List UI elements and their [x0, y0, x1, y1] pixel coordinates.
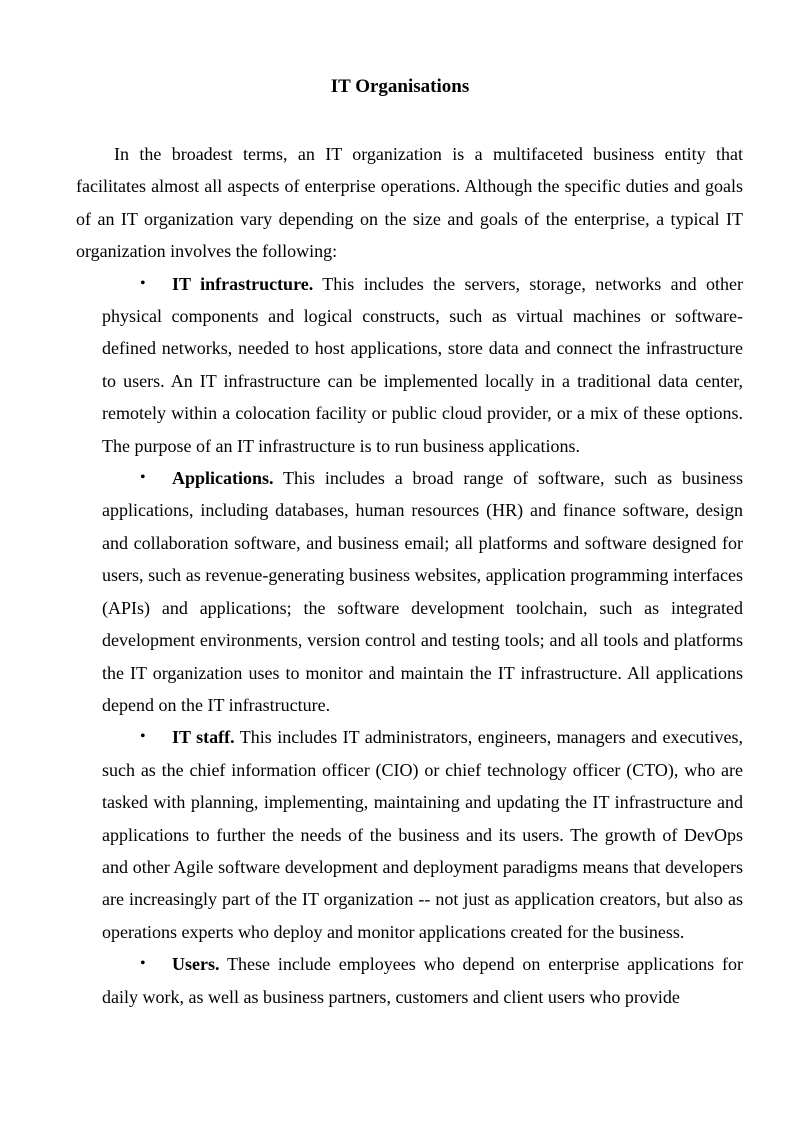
list-item-term: Applications.: [172, 468, 274, 489]
list-item: [102, 462, 743, 721]
bullet-icon: •: [140, 955, 146, 973]
list-item: [102, 268, 743, 462]
list-item: [102, 948, 743, 1013]
intro-paragraph: In the broadest terms, an IT organization is a multifaceted business entity that facilitates almost all aspects of enterprise operations. Although the specific duties and goals of an IT organization vary depending on the size and goals of the enterprise, a typical IT organization involves the following:: [76, 144, 743, 262]
list-item-text: These include employees who depend on enterprise applications for daily work, as well as business partners, customers and client users who provide: [102, 954, 743, 1007]
list-item-text: This includes the servers, storage, networks and other physical components and logical constructs, such as virtual machines or software-defined networks, needed to host applications, store data and connect the infrastructure to users. An IT infrastructure can be implemented locally in a traditional data center, remotely within a colocation facility or public cloud provider, or a mix of these options. The purpose of an IT infrastructure is to run business applications.: [102, 273, 743, 456]
list-item-term: IT infrastructure.: [172, 273, 314, 294]
bullet-icon: •: [140, 274, 146, 292]
page-title: IT Organisations: [330, 76, 470, 97]
document-body: [76, 138, 743, 1013]
list-item: [102, 721, 743, 948]
bullet-icon: •: [140, 469, 146, 487]
list-item-term: IT staff.: [172, 727, 235, 748]
bullet-icon: •: [140, 728, 146, 746]
bullet-list: [76, 268, 743, 1013]
list-item-text: This includes a broad range of software, such as business applications, including databases, human resources (HR) and finance software, design and collaboration software, and business email; all platforms and software designed for users, such as revenue-generating business websites, application programming interfaces (APIs) and applications; the software development toolchain, such as integrated development environments, version control and testing tools; and all tools and platforms the IT organization uses to monitor and maintain the IT infrastructure. All applications depend on the IT infrastructure.: [102, 468, 743, 715]
list-item-term: Users.: [172, 954, 220, 975]
list-item-text: This includes IT administrators, engineers, managers and executives, such as the chief information officer (CIO) or chief technology officer (CTO), who are tasked with planning, implementing, maintaining and updating the IT infrastructure and applications to further the needs of the business and its users. The growth of DevOps and other Agile software development and deployment paradigms means that developers are increasingly part of the IT organization -- not just as application creators, but also as operations experts who deploy and monitor applications created for the business.: [102, 727, 743, 942]
